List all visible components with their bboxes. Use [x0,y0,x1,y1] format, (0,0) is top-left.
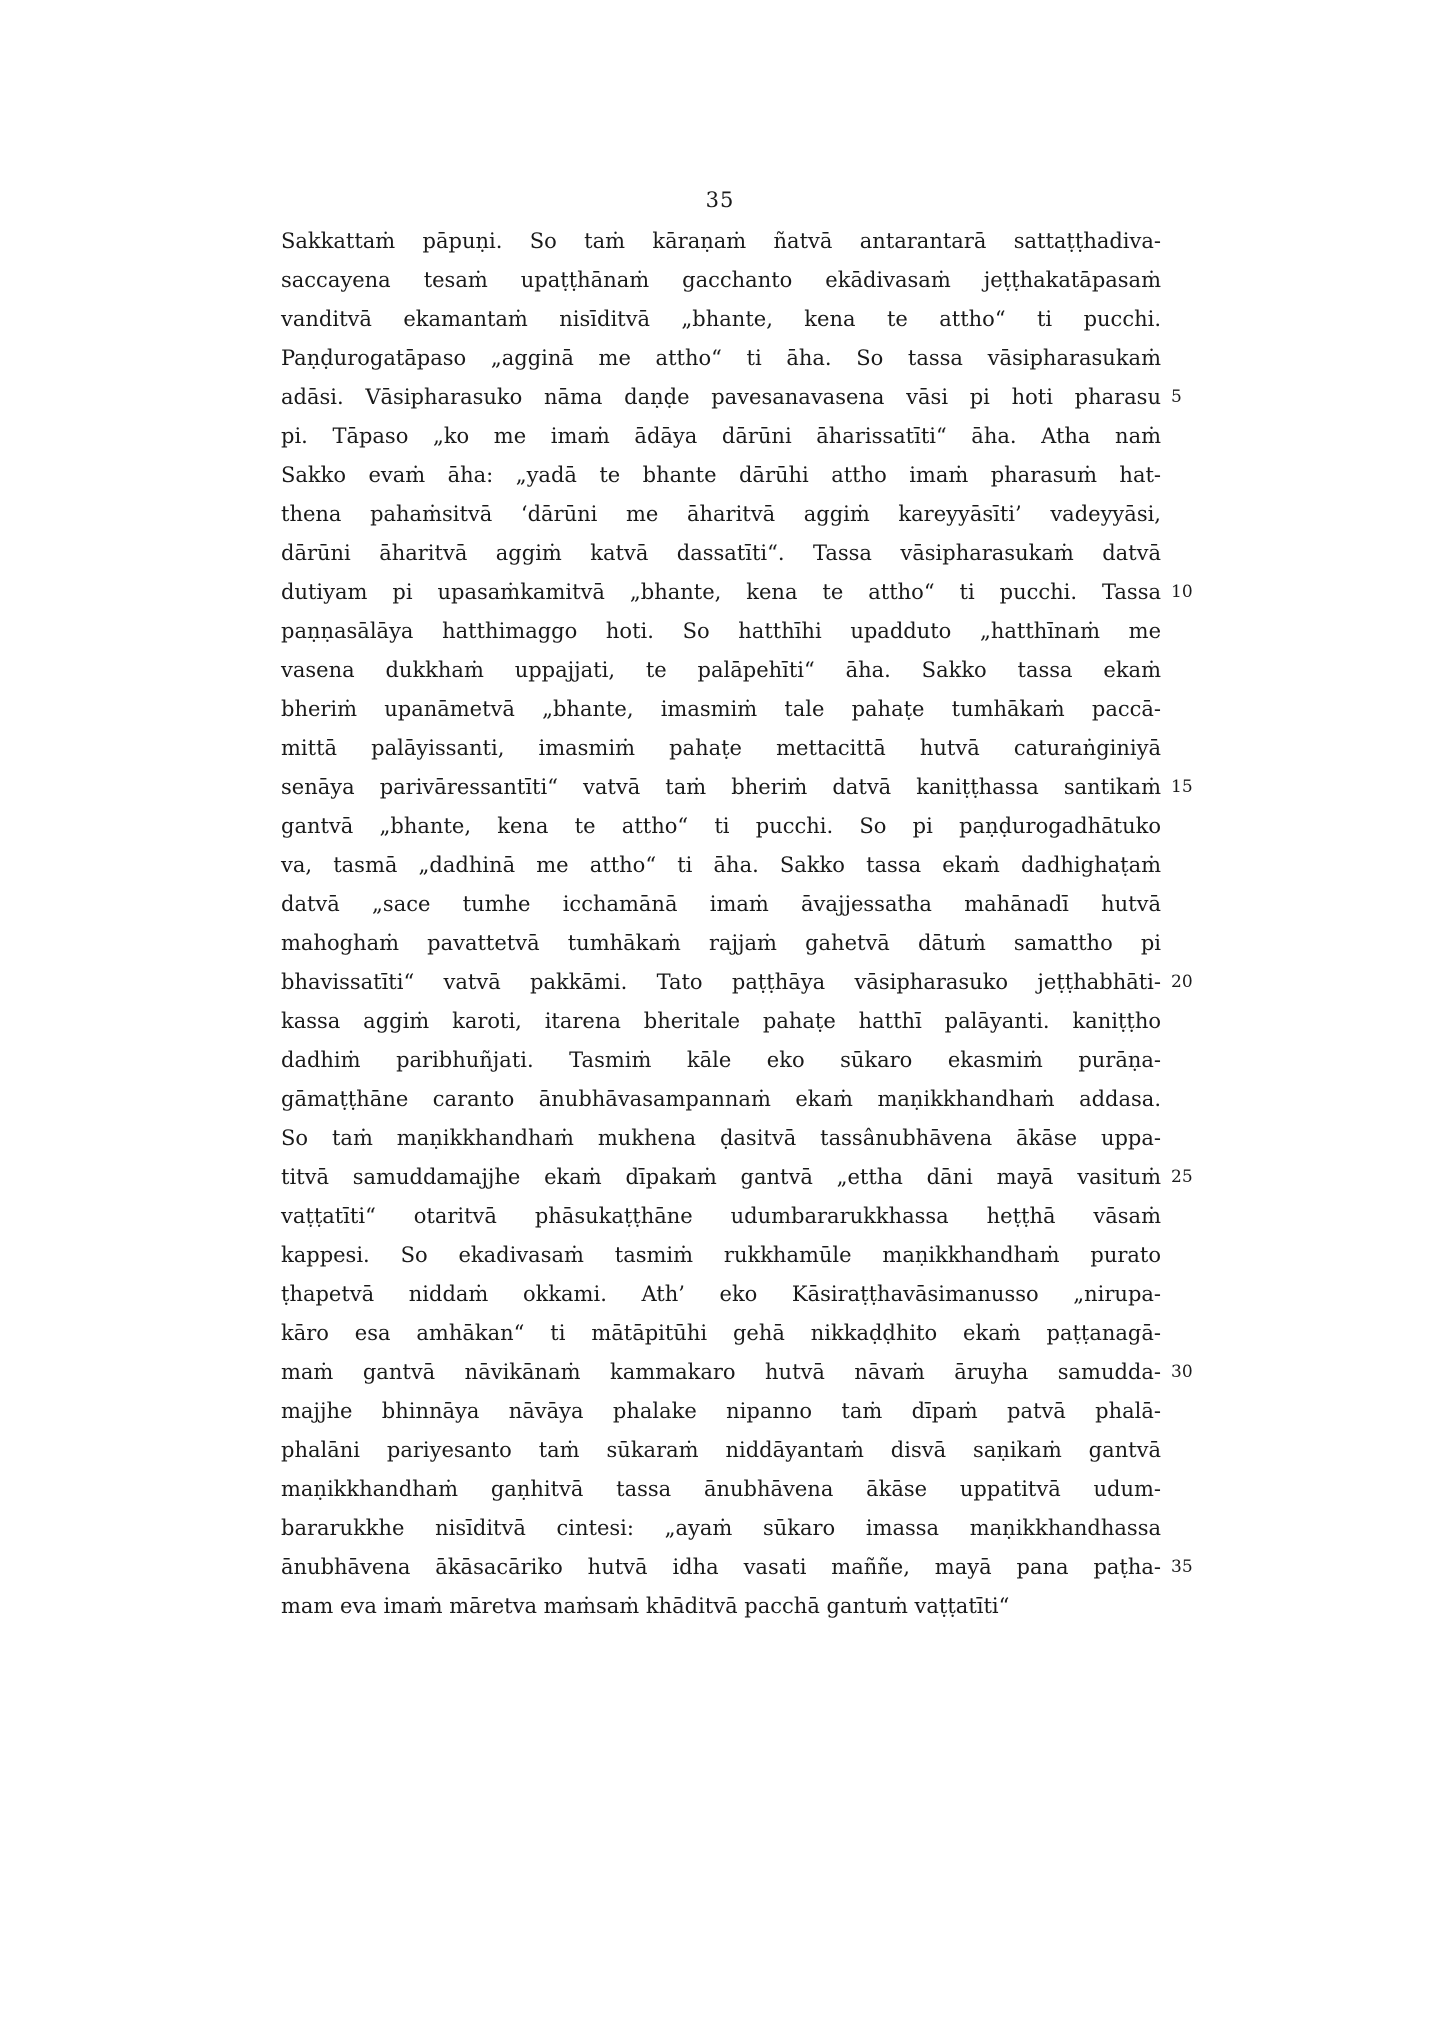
text-line [281,1197,1161,1236]
text-line [281,1119,1161,1158]
text-line-content: saccayena tesaṁ upaṭṭhānaṁ gacchanto ekādivasaṁ jeṭṭhakatāpasaṁ [281,268,1161,292]
text-line [281,1314,1161,1353]
text-line-content: maṁ gantvā nāvikānaṁ kammakaro hutvā nāvaṁ āruyha samudda- [281,1360,1161,1384]
text-line-content: titvā samuddamajjhe ekaṁ dīpakaṁ gantvā „ettha dāni mayā vasituṁ [281,1165,1161,1189]
text-line [281,378,1182,417]
text-line [281,963,1193,1002]
text-line-content: kassa aggiṁ karoti, itarena bheritale pahaṭe hatthī palāyanti. kaniṭṭho [281,1009,1161,1033]
text-line-content: vasena dukkhaṁ uppajjati, te palāpehīti“ āha. Sakko tassa ekaṁ [281,658,1161,682]
text-line-content: va, tasmā „dadhinā me attho“ ti āha. Sakko tassa ekaṁ dadhighaṭaṁ [281,853,1161,877]
text-line-content: paṇṇasālāya hatthimaggo hoti. So hatthīhi upadduto „hatthīnaṁ me [281,619,1161,643]
text-line-content: vanditvā ekamantaṁ nisīditvā „bhante, kena te attho“ ti pucchi. [281,307,1161,331]
text-line [281,924,1161,963]
line-number: 20 [1171,972,1193,992]
text-line [281,456,1161,495]
text-line [281,1431,1161,1470]
page-number: 35 [705,188,735,212]
text-line-content: senāya parivāressantīti“ vatvā taṁ bheriṁ datvā kaniṭṭhassa santikaṁ [281,775,1161,799]
text-line [281,1470,1161,1509]
text-line [281,417,1161,456]
text-line [281,573,1193,612]
text-line [281,1080,1161,1119]
line-number: 30 [1171,1362,1193,1382]
text-line [281,846,1161,885]
text-line-content: gantvā „bhante, kena te attho“ ti pucchi. So pi paṇḍurogadhātuko [281,814,1161,838]
text-line [281,885,1161,924]
text-line [281,651,1161,690]
text-line [281,807,1161,846]
text-line [281,495,1161,534]
text-line-content: bararukkhe nisīditvā cintesi: „ayaṁ sūkaro imassa maṇikkhandhassa [281,1516,1161,1540]
text-line-content: Sakko evaṁ āha: „yadā te bhante dārūhi attho imaṁ pharasuṁ hat- [281,463,1161,487]
text-line [281,729,1161,768]
line-number: 5 [1171,387,1182,407]
text-line [281,612,1161,651]
text-line [281,1158,1193,1197]
text-line [281,300,1161,339]
text-line-content: ṭhapetvā niddaṁ okkami. Ath’ eko Kāsiraṭṭhavāsimanusso „nirupa- [281,1282,1161,1306]
text-line-content: Sakkattaṁ pāpuṇi. So taṁ kāraṇaṁ ñatvā antarantarā sattaṭṭhadiva- [281,229,1161,253]
text-line-content: bheriṁ upanāmetvā „bhante, imasmiṁ tale pahaṭe tumhākaṁ paccā- [281,697,1161,721]
text-line [281,534,1161,573]
text-line [281,768,1193,807]
line-number: 15 [1171,777,1193,797]
text-line-content: maṇikkhandhaṁ gaṇhitvā tassa ānubhāvena ākāse uppatitvā udum- [281,1477,1161,1501]
line-number: 10 [1171,582,1193,602]
text-line-content: gāmaṭṭhāne caranto ānubhāvasampannaṁ ekaṁ maṇikkhandhaṁ addasa. [281,1087,1161,1111]
text-line [281,261,1161,300]
text-line-content: vaṭṭatīti“ otaritvā phāsukaṭṭhāne udumbararukkhassa heṭṭhā vāsaṁ [281,1204,1161,1228]
text-line-content: bhavissatīti“ vatvā pakkāmi. Tato paṭṭhāya vāsipharasuko jeṭṭhabhāti- [281,970,1161,994]
text-line-content: So taṁ maṇikkhandhaṁ mukhena ḍasitvā tassânubhāvena ākāse uppa- [281,1126,1161,1150]
text-line [281,1392,1161,1431]
text-line [281,339,1161,378]
text-line-content: kāro esa amhākan“ ti mātāpitūhi gehā nikkaḍḍhito ekaṁ paṭṭanagā- [281,1321,1161,1345]
text-line [281,1587,1161,1626]
text-line [281,1041,1161,1080]
text-line-content: mam eva imaṁ māretva maṁsaṁ khāditvā pacchā gantuṁ vaṭṭatīti“ [281,1594,1010,1618]
text-line-content: mittā palāyissanti, imasmiṁ pahaṭe mettacittā hutvā caturaṅginiyā [281,736,1161,760]
text-line-content: pi. Tāpaso „ko me imaṁ ādāya dārūni āharissatīti“ āha. Atha naṁ [281,424,1161,448]
text-line-content: majjhe bhinnāya nāvāya phalake nipanno taṁ dīpaṁ patvā phalā- [281,1399,1161,1423]
text-line [281,690,1161,729]
text-line-content: dadhiṁ paribhuñjati. Tasmiṁ kāle eko sūkaro ekasmiṁ purāṇa- [281,1048,1161,1072]
text-line-content: mahoghaṁ pavattetvā tumhākaṁ rajjaṁ gahetvā dātuṁ samattho pi [281,931,1161,955]
text-line [281,1002,1161,1041]
text-line-content: adāsi. Vāsipharasuko nāma daṇḍe pavesanavasena vāsi pi hoti pharasu [281,385,1161,409]
text-line-content: dārūni āharitvā aggiṁ katvā dassatīti“. Tassa vāsipharasukaṁ datvā [281,541,1161,565]
line-number: 25 [1171,1167,1193,1187]
text-line [281,222,1161,261]
text-line-content: phalāni pariyesanto taṁ sūkaraṁ niddāyantaṁ disvā saṇikaṁ gantvā [281,1438,1161,1462]
text-line-content: dutiyam pi upasaṁkamitvā „bhante, kena te attho“ ti pucchi. Tassa [281,580,1161,604]
body-text [281,222,1193,1626]
text-line [281,1236,1161,1275]
text-line [281,1275,1161,1314]
text-line [281,1353,1193,1392]
text-line-content: ānubhāvena ākāsacāriko hutvā idha vasati maññe, mayā pana paṭha- [281,1555,1161,1579]
text-line-content: Paṇḍurogatāpaso „agginā me attho“ ti āha. So tassa vāsipharasukaṁ [281,346,1161,370]
line-number: 35 [1171,1557,1193,1577]
text-line-content: kappesi. So ekadivasaṁ tasmiṁ rukkhamūle maṇikkhandhaṁ purato [281,1243,1161,1267]
text-line [281,1509,1161,1548]
text-line [281,1548,1193,1587]
text-line-content: datvā „sace tumhe icchamānā imaṁ āvajjessatha mahānadī hutvā [281,892,1161,916]
text-line-content: thena pahaṁsitvā ‘dārūni me āharitvā aggiṁ kareyyāsīti’ vadeyyāsi, [281,502,1161,526]
